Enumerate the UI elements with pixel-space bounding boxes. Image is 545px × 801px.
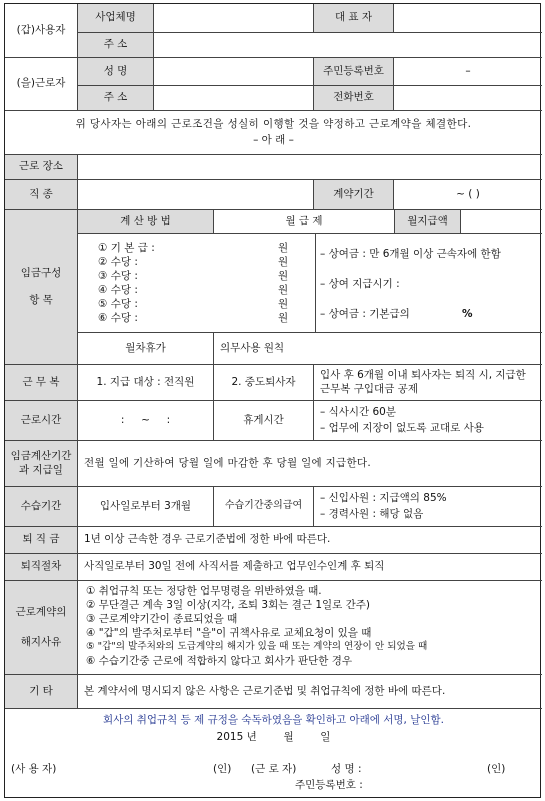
wage-items-block bbox=[78, 234, 316, 333]
monthly-leave-label-text: 월차휴가 bbox=[125, 341, 166, 354]
signature-date: 2015 년 월 일 bbox=[216, 731, 331, 743]
company-address-field[interactable] bbox=[154, 33, 542, 58]
severance-label bbox=[5, 527, 78, 554]
probation-label-text: 수습기간 bbox=[20, 499, 62, 512]
wage-item-2-unit: 원 bbox=[278, 256, 289, 268]
wage-label-line2: 항 목 bbox=[29, 294, 53, 306]
signature-statement-text: 회사의 취업규칙 등 제 규정을 숙독하였음을 확인하고 아래에 서명, 날인함. bbox=[102, 713, 444, 726]
uniform-label-text: 근 무 복 bbox=[22, 375, 60, 388]
ceo-field[interactable] bbox=[394, 4, 542, 33]
severance-label-text: 퇴 직 금 bbox=[22, 533, 60, 546]
working-hours-value: : ~ : bbox=[120, 413, 171, 426]
workplace-field[interactable] bbox=[78, 155, 542, 180]
pay-period-label-text: 임금계산기간과 지급일 bbox=[10, 450, 72, 476]
worker-name-label-text: 성 명 bbox=[103, 64, 128, 77]
job-type-label-text: 직 종 bbox=[29, 187, 53, 200]
monthly-system-text: 월 급 제 bbox=[285, 214, 323, 227]
calc-method-label bbox=[78, 210, 214, 234]
intro-sentence: 위 당사자는 아래의 근로조건을 성실히 이행할 것을 약정하고 근로계약을 체결한다. bbox=[75, 118, 472, 131]
worker-address-field[interactable] bbox=[154, 86, 314, 111]
resignation-label-text: 퇴직절차 bbox=[20, 560, 62, 573]
party-b-label-text: (을)근로자 bbox=[16, 77, 66, 90]
company-address-label-text: 주 소 bbox=[103, 38, 128, 51]
bonus-line-3: – 상여금 : 기본급의 bbox=[320, 308, 410, 320]
intro-below-heading: – 아 래 – bbox=[253, 133, 294, 146]
resignation-value bbox=[78, 554, 542, 581]
calc-method-label-text: 계 산 방 법 bbox=[120, 214, 171, 227]
intro-block bbox=[5, 111, 542, 155]
contract-period-value: ~ ( ) bbox=[456, 187, 480, 200]
working-hours-label bbox=[5, 401, 78, 441]
wage-label-line1: 임금구성 bbox=[20, 266, 62, 279]
worker-rrn-value: – bbox=[465, 64, 471, 77]
monthly-leave-label bbox=[78, 333, 214, 365]
wage-item-1-unit: 원 bbox=[278, 242, 289, 254]
bonus-line-2: – 상여 지급시기 : bbox=[320, 278, 400, 290]
monthly-leave-value bbox=[214, 333, 542, 365]
termination-item-2: ② 무단결근 계속 3일 이상(지각, 조퇴 3회는 결근 1일로 간주) bbox=[86, 599, 371, 611]
monthly-leave-value-text: 의무사용 원칙 bbox=[220, 341, 285, 354]
party-b-label bbox=[5, 58, 78, 111]
probation-wage-notes bbox=[314, 487, 542, 527]
uniform-option-1-text: 1. 지급 대상 : 전직원 bbox=[96, 375, 195, 388]
termination-list bbox=[78, 581, 542, 675]
employee-seal: (인) bbox=[487, 763, 506, 775]
wage-item-2: ② 수당 : bbox=[98, 256, 138, 268]
signature-statement bbox=[5, 709, 542, 749]
worker-rrn-label bbox=[314, 58, 394, 86]
pay-period-label bbox=[5, 441, 78, 487]
employer-label: (사 용 자) bbox=[11, 763, 57, 775]
company-address-label bbox=[78, 33, 154, 58]
resignation-value-text: 사직일로부터 30일 전에 사직서를 제출하고 업무인수인계 후 퇴직 bbox=[84, 560, 385, 573]
wage-item-6-unit: 원 bbox=[278, 312, 289, 324]
job-type-field[interactable] bbox=[78, 180, 314, 210]
wage-item-3-unit: 원 bbox=[278, 270, 289, 282]
resignation-label bbox=[5, 554, 78, 581]
monthly-amount-label bbox=[395, 210, 461, 234]
employee-label: (근 로 자) bbox=[251, 763, 297, 775]
severance-value bbox=[78, 527, 542, 554]
wage-item-4: ④ 수당 : bbox=[98, 284, 138, 296]
wage-item-5: ⑤ 수당 : bbox=[98, 298, 138, 310]
monthly-amount-label-text: 월지급액 bbox=[407, 214, 448, 227]
worker-phone-label-text: 전화번호 bbox=[333, 91, 374, 104]
worker-address-label bbox=[78, 86, 154, 111]
severance-value-text: 1년 이상 근속한 경우 근로기준법에 정한 바에 따른다. bbox=[84, 533, 331, 546]
termination-item-6: ⑥ 수습기간중 근로에 적합하지 않다고 회사가 판단한 경우 bbox=[86, 655, 353, 667]
termination-item-4: ④ "갑"의 발주처로부터 "을"이 귀책사유로 교체요청이 있을 때 bbox=[86, 627, 372, 639]
party-a-label bbox=[5, 4, 78, 58]
ceo-label bbox=[314, 4, 394, 33]
other-value-text: 본 계약서에 명시되지 않은 사항은 근로기준법 및 취업규칙에 정한 바에 따른다. bbox=[84, 684, 446, 697]
pay-period-value bbox=[78, 441, 542, 487]
probation-wage-label bbox=[214, 487, 314, 527]
break-note-2: – 업무에 지장이 없도록 교대로 사용 bbox=[320, 422, 484, 434]
worker-name-field[interactable] bbox=[154, 58, 314, 86]
other-label-text: 기 타 bbox=[29, 684, 53, 697]
working-hours-label-text: 근로시간 bbox=[20, 413, 62, 426]
break-note-1: – 식사시간 60분 bbox=[320, 405, 397, 418]
employer-seal: (인) bbox=[213, 763, 232, 775]
bonus-block bbox=[316, 234, 542, 333]
uniform-note-text: 입사 후 6개월 이내 퇴사자는 퇴직 시, 지급한 근무복 구입대금 공제 bbox=[320, 369, 526, 395]
employee-rrn-label: 주민등록번호 : bbox=[295, 779, 363, 791]
uniform-option-1 bbox=[78, 365, 214, 401]
employment-contract-form bbox=[4, 3, 541, 798]
termination-label-line1: 근로계약의 bbox=[15, 606, 67, 619]
pay-period-value-text: 전월 일에 기산하여 당월 일에 마감한 후 당월 일에 지급한다. bbox=[84, 456, 372, 469]
uniform-label bbox=[5, 365, 78, 401]
wage-item-4-unit: 원 bbox=[278, 284, 289, 296]
other-value bbox=[78, 675, 542, 709]
monthly-system-cell bbox=[214, 210, 395, 234]
termination-item-5: ⑤ "갑"의 발주처와의 도급계약의 해지가 있을 때 또는 계약의 연장이 안 되었을 때 bbox=[86, 641, 428, 652]
contract-period-label bbox=[314, 180, 394, 210]
contract-period-label-text: 계약기간 bbox=[333, 187, 374, 200]
termination-label bbox=[5, 581, 78, 675]
uniform-option-2-text: 2. 중도퇴사자 bbox=[231, 375, 296, 388]
uniform-note bbox=[314, 365, 542, 401]
party-a-label-text: (갑)사용자 bbox=[16, 23, 66, 36]
company-name-label-text: 사업체명 bbox=[95, 11, 136, 24]
probation-note-2: – 경력사원 : 해당 없음 bbox=[320, 508, 424, 520]
break-time-notes bbox=[314, 401, 542, 441]
workplace-label-text: 근로 장소 bbox=[19, 160, 63, 173]
worker-name-label bbox=[78, 58, 154, 86]
other-label bbox=[5, 675, 78, 709]
probation-note-1: – 신입사원 : 지급액의 85% bbox=[320, 491, 447, 504]
monthly-amount-field[interactable] bbox=[461, 210, 542, 234]
probation-value bbox=[78, 487, 214, 527]
break-time-label-text: 휴게시간 bbox=[243, 413, 284, 426]
contract-period-field[interactable] bbox=[394, 180, 542, 210]
employee-name-label: 성 명 : bbox=[331, 763, 362, 775]
termination-item-3: ③ 근로계약기간이 종료되었을 때 bbox=[86, 613, 238, 625]
uniform-option-2 bbox=[214, 365, 314, 401]
working-hours-field[interactable] bbox=[78, 401, 214, 441]
wage-item-3: ③ 수당 : bbox=[98, 270, 138, 282]
bonus-percent-unit: % bbox=[462, 308, 473, 320]
termination-item-1: ① 취업규칙 또는 정당한 업무명령을 위반하였을 때. bbox=[86, 585, 322, 597]
worker-rrn-field[interactable] bbox=[394, 58, 542, 86]
bonus-line-1: – 상여금 : 만 6개월 이상 근속자에 한함 bbox=[320, 248, 501, 260]
company-name-field[interactable] bbox=[154, 4, 314, 33]
termination-label-line2: 해지사유 bbox=[20, 635, 62, 648]
workplace-label bbox=[5, 155, 78, 180]
company-name-label bbox=[78, 4, 154, 33]
worker-phone-label bbox=[314, 86, 394, 111]
wage-item-1: ① 기 본 급 : bbox=[98, 242, 155, 254]
break-time-label bbox=[214, 401, 314, 441]
ceo-label-text: 대 표 자 bbox=[334, 11, 373, 24]
probation-label bbox=[5, 487, 78, 527]
wage-item-6: ⑥ 수당 : bbox=[98, 312, 138, 324]
wage-label bbox=[5, 210, 78, 365]
worker-address-label-text: 주 소 bbox=[103, 91, 128, 104]
wage-item-5-unit: 원 bbox=[278, 298, 289, 310]
worker-rrn-label-text: 주민등록번호 bbox=[323, 64, 384, 77]
probation-value-text: 입사일로부터 3개월 bbox=[99, 499, 192, 512]
job-type-label bbox=[5, 180, 78, 210]
probation-wage-label-text: 수습기간중의급여 bbox=[224, 500, 303, 512]
worker-phone-field[interactable] bbox=[394, 86, 542, 111]
